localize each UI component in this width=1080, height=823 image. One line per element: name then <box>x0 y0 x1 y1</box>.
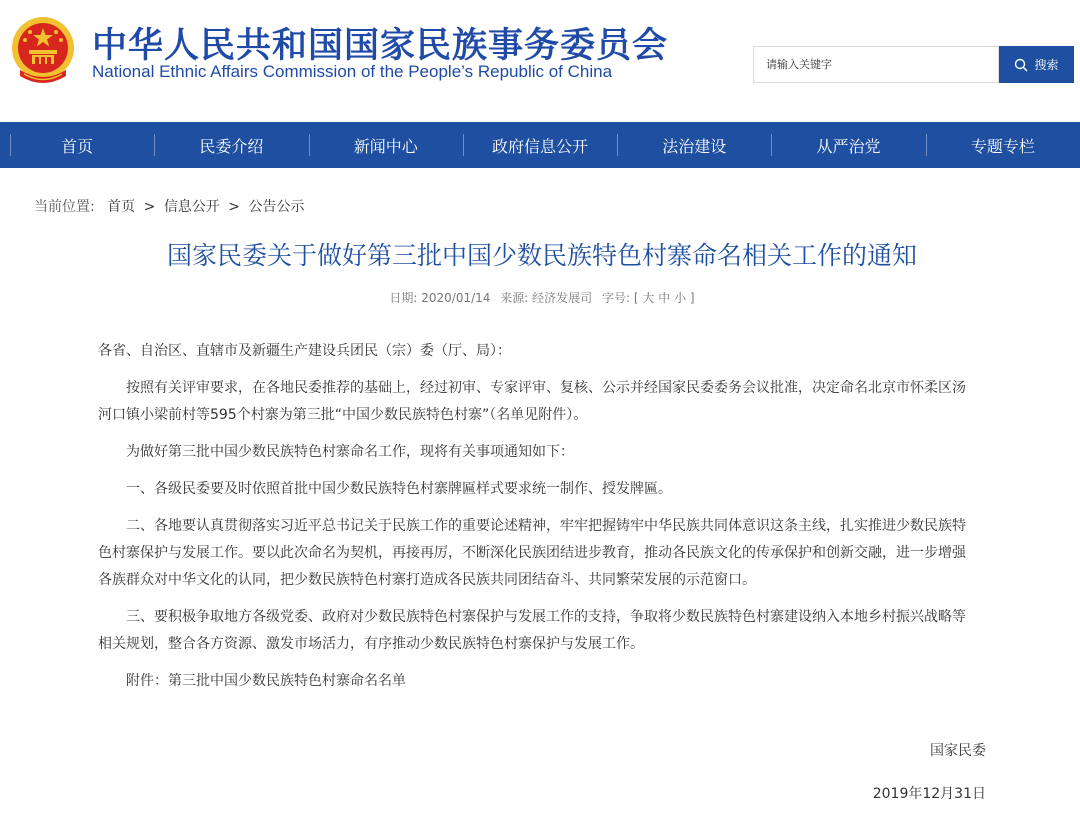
article-salutation: 各省、自治区、直辖市及新疆生产建设兵团民（宗）委（厅、局）： <box>98 343 511 359</box>
article-paragraph: 三、要积极争取地方各级党委、政府对少数民族特色村寨保护与发展工作的支持，争取将少数民族特色村寨建设纳入本地乡村振兴战略等相关规划，整合各方资源、激发市场活力，有序推动少数民族特色村寨保护与发展工作。 <box>98 609 966 652</box>
nav-item-home[interactable] <box>0 122 154 168</box>
nav-item-about[interactable] <box>154 122 308 168</box>
nav-item-label: 政府信息公开 <box>491 136 588 156</box>
nav-item-label: 首页 <box>61 136 94 156</box>
nav-divider <box>617 134 618 156</box>
nav-divider <box>926 134 927 156</box>
nav-item-label: 民委介绍 <box>199 136 264 156</box>
site-title-cn[interactable]: 中华人民共和国国家民族事务委员会 <box>92 26 669 66</box>
nav-divider <box>309 134 310 156</box>
font-size-large-link[interactable]: 大 <box>642 291 655 305</box>
breadcrumb-link-notices[interactable]: 公告公示 <box>248 199 305 215</box>
meta-bracket-close: ] <box>689 291 695 305</box>
breadcrumb <box>34 196 304 216</box>
meta-font-size-label: 字号: <box>601 291 631 305</box>
attachment-link[interactable]: 附件：第三批中国少数民族特色村寨命名名单 <box>126 673 406 689</box>
article-paragraph: 按照有关评审要求，在各地民委推荐的基础上，经过初审、专家评审、复核、公示并经国家民委委务会议批准，决定命名北京市怀柔区汤河口镇小梁前村等595个村寨为第三批“中国少数民族特色村寨”（名单见附件）。 <box>98 380 966 423</box>
search-button-label: 搜索 <box>1034 58 1059 72</box>
nav-item-label: 专题专栏 <box>970 136 1035 156</box>
article-date: 2019年12月31日 <box>872 786 986 802</box>
meta-source-label: 来源: <box>500 291 529 305</box>
font-size-medium-link[interactable]: 中 <box>658 291 671 305</box>
meta-bracket-open: [ <box>633 291 639 305</box>
nav-item-label: 新闻中心 <box>353 136 418 156</box>
font-size-small-link[interactable]: 小 <box>674 291 687 305</box>
search-icon <box>1014 58 1028 72</box>
site-header <box>0 0 1080 122</box>
nav-item-rule-of-law[interactable] <box>617 122 771 168</box>
nav-item-gov-info[interactable] <box>463 122 617 168</box>
article-paragraph: 为做好第三批中国少数民族特色村寨命名工作，现将有关事项通知如下： <box>126 444 574 460</box>
article-body <box>98 338 978 705</box>
nav-item-party-discipline[interactable] <box>771 122 925 168</box>
meta-source: 经济发展司 <box>532 291 593 305</box>
nav-item-label: 法治建设 <box>662 136 727 156</box>
article-paragraph: 二、各地要认真贯彻落实习近平总书记关于民族工作的重要论述精神，牢牢把握铸牢中华民族共同体意识这条主线，扎实推进少数民族特色村寨保护与发展工作。要以此次命名为契机，再接再厉，不断深化民族团结进步教育，推动各民族文化的传承保护和创新交融，进一步增强各族群众对中华文化的认同，把少数民族特色村寨打造成各民族共同团结奋斗、共同繁荣发展的示范窗口。 <box>98 518 966 588</box>
meta-date: 2020/01/14 <box>421 291 491 305</box>
breadcrumb-separator: > <box>143 199 156 215</box>
meta-date-label: 日期: <box>389 291 418 305</box>
article-signature: 国家民委 <box>930 743 986 759</box>
nav-item-special-topics[interactable] <box>926 122 1080 168</box>
nav-divider <box>10 134 11 156</box>
nav-divider <box>463 134 464 156</box>
nav-divider <box>154 134 155 156</box>
nav-item-news[interactable] <box>309 122 463 168</box>
article-meta <box>0 289 1080 306</box>
breadcrumb-prefix: 当前位置: <box>34 199 95 215</box>
breadcrumb-link-info[interactable]: 信息公开 <box>163 199 220 215</box>
article-paragraph: 一、各级民委要及时依照首批中国少数民族特色村寨牌匾样式要求统一制作、授发牌匾。 <box>126 481 672 497</box>
search-input[interactable] <box>754 47 998 82</box>
search-box <box>753 46 999 83</box>
nav-item-label: 从严治党 <box>816 136 881 156</box>
article-title: 国家民委关于做好第三批中国少数民族特色村寨命名相关工作的通知 <box>166 241 917 270</box>
national-emblem-icon[interactable] <box>10 14 76 88</box>
breadcrumb-link-home[interactable]: 首页 <box>107 199 136 215</box>
main-nav <box>0 122 1080 168</box>
nav-divider <box>771 134 772 156</box>
site-title-en[interactable]: National Ethnic Affairs Commission of the People’s Republic of China <box>92 62 613 81</box>
search-button[interactable] <box>999 46 1074 83</box>
breadcrumb-separator: > <box>228 199 240 215</box>
